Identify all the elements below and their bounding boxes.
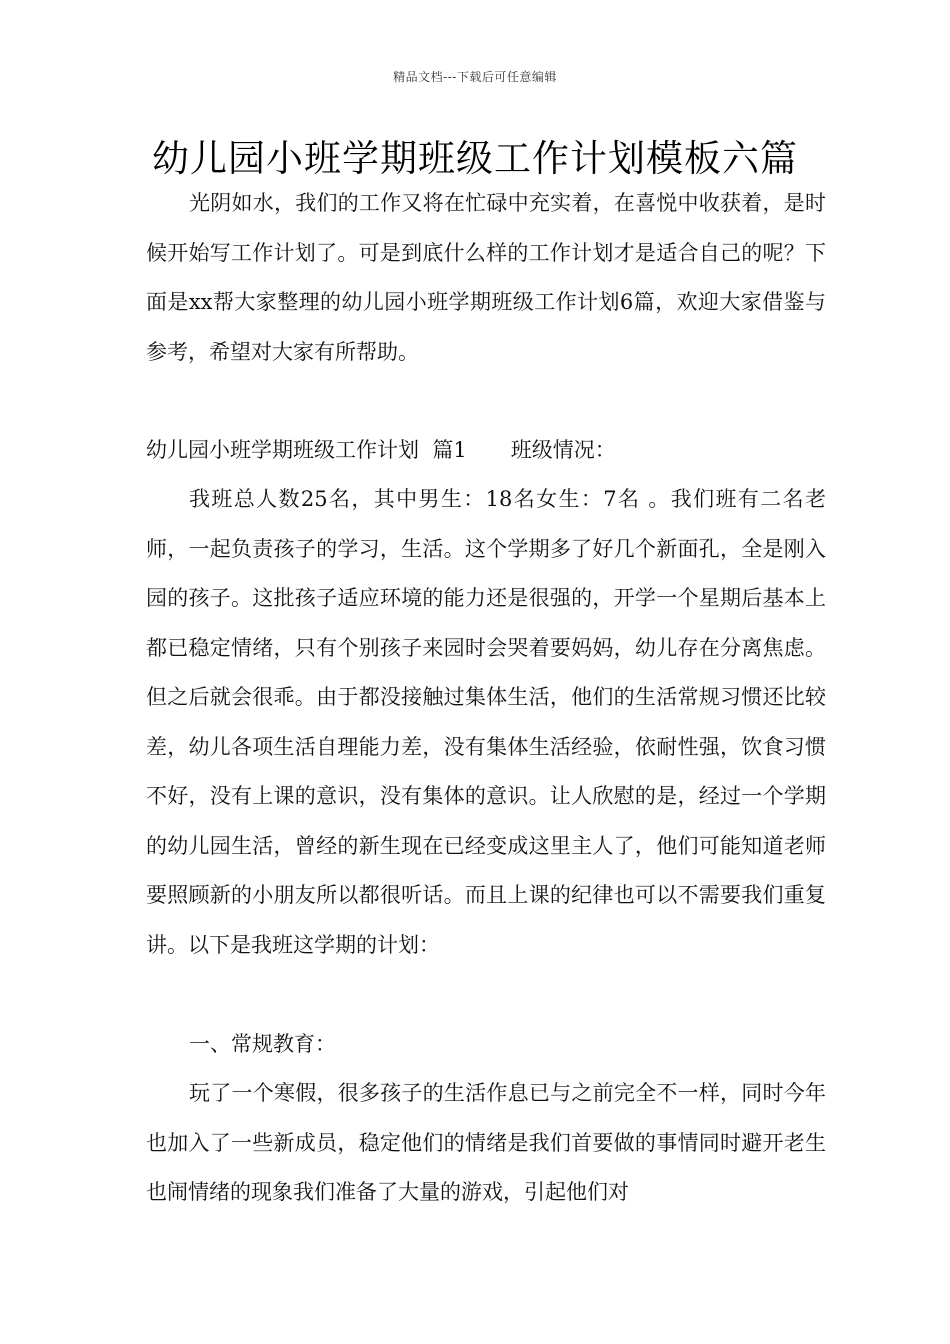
routine-education-paragraph: 玩了一个寒假，很多孩子的生活作息已与之前完全不一样，同时今年也加入了一些新成员，稳定他们的情绪是我们首要做的事情同时避开老生也闹情绪的现象我们准备了大量的游戏，引起他们对 bbox=[146, 1081, 826, 1204]
intro-paragraph: 光阴如水，我们的工作又将在忙碌中充实着，在喜悦中收获着，是时候开始写工作计划了。可是到底什么样的工作计划才是适合自己的呢？下面是xx帮大家整理的幼儿园小班学期班级工作计划6篇，欢迎大家借鉴与参考，希望对大家有所帮助。 bbox=[146, 191, 826, 364]
class-situation-paragraph: 我班总人数25名，其中男生：18名女生：7名 。我们班有二名老师，一起负责孩子的学习，生活。这个学期多了好几个新面孔，全是刚入园的孩子。这批孩子适应环境的能力还是很强的，开学一个星期后基本上都已稳定情绪，只有个别孩子来园时会哭着要妈妈，幼儿存在分离焦虑。但之后就会很乖。由于都没接触过集体生活，他们的生活常规习惯还比较差，幼儿各项生活自理能力差，没有集体生活经验，依耐性强，饮食习惯不好，没有上课的意识，没有集体的意识。让人欣慰的是，经过一个学期的幼儿园生活，曾经的新生现在已经变成这里主人了，他们可能知道老师要照顾新的小朋友所以都很听话。而且上课的纪律也可以不需要我们重复讲。以下是我班这学期的计划： bbox=[146, 487, 826, 957]
routine-education-heading: 一、常规教育： bbox=[189, 1032, 336, 1056]
header-note: 精品文档---下载后可任意编辑 bbox=[393, 70, 557, 84]
section-heading-line bbox=[146, 426, 826, 476]
document-title: 幼儿园小班学期班级工作计划模板六篇 bbox=[152, 137, 798, 180]
section-subheading: 班级情况： bbox=[510, 438, 616, 462]
section-heading: 幼儿园小班学期班级工作计划 篇1 bbox=[146, 438, 467, 462]
